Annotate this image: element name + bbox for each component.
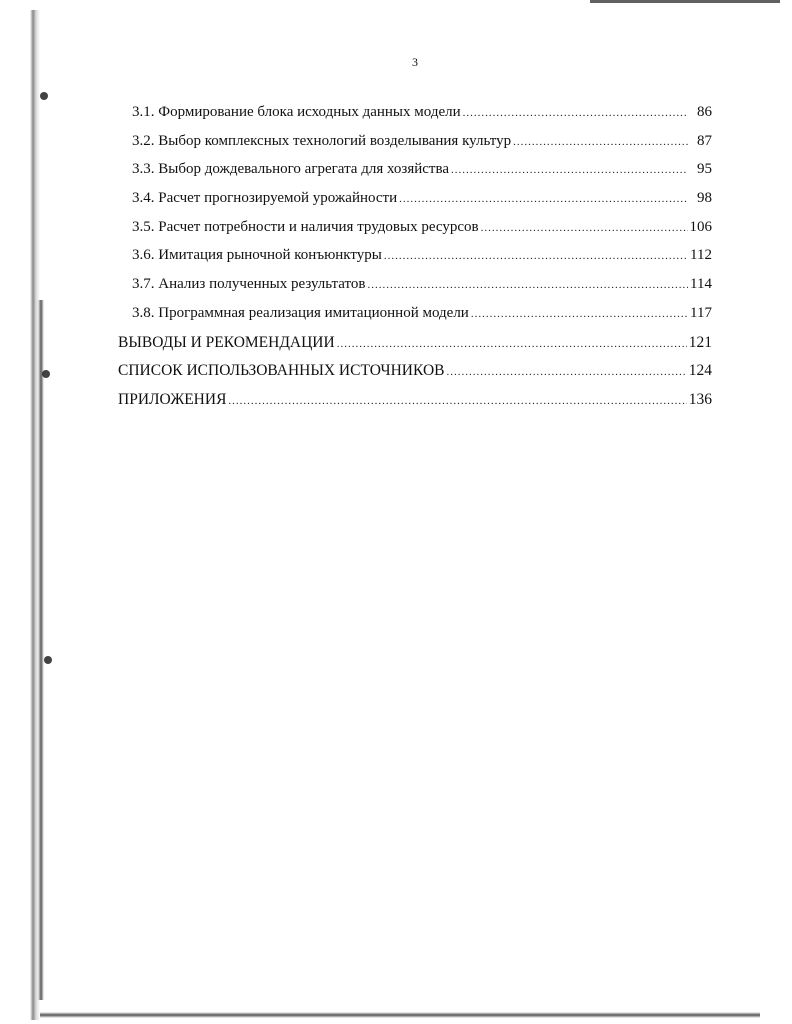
- toc-entry-page: 98: [697, 190, 712, 207]
- toc-entry-label: 3.7. Анализ полученных результатов: [132, 276, 366, 293]
- toc-leader-dots: [463, 107, 688, 119]
- page-number: 3: [412, 55, 418, 69]
- toc-entry: [118, 334, 712, 363]
- scan-mark: [40, 92, 48, 100]
- toc-entry: [118, 133, 712, 162]
- toc-leader-dots: [399, 193, 688, 205]
- toc-entry-page: 136: [688, 390, 712, 408]
- toc-entry: [118, 247, 712, 276]
- scan-top-edge: [590, 0, 780, 3]
- toc-leader-dots: [446, 366, 686, 378]
- toc-leader-dots: [367, 279, 688, 291]
- toc-entry-label: 3.5. Расчет потребности и наличия трудовых ресурсов: [132, 218, 479, 235]
- toc-entry-label: ПРИЛОЖЕНИЯ: [118, 390, 227, 408]
- toc-entry-label: 3.8. Программная реализация имитационной модели: [132, 304, 469, 321]
- toc-leader-dots: [451, 164, 688, 176]
- toc-entry: [118, 305, 712, 334]
- scan-mark: [42, 370, 50, 378]
- toc-leader-dots: [513, 136, 688, 148]
- toc-entry-page: 86: [697, 104, 712, 120]
- toc-entry: [118, 362, 712, 391]
- toc-entry: [118, 104, 712, 133]
- toc-entry-page: 112: [690, 247, 712, 264]
- toc-leader-dots: [384, 250, 688, 262]
- toc-entry-label: ВЫВОДЫ И РЕКОМЕНДАЦИИ: [118, 333, 335, 351]
- scan-binding-shadow: [38, 300, 44, 1000]
- scan-mark: [44, 656, 52, 664]
- toc-entry-label: 3.1. Формирование блока исходных данных модели: [132, 104, 461, 120]
- toc-entry: [118, 391, 712, 420]
- toc-entry-label: СПИСОК ИСПОЛЬЗОВАННЫХ ИСТОЧНИКОВ: [118, 362, 445, 380]
- toc-entry: [118, 161, 712, 190]
- scan-bottom-edge: [40, 1012, 760, 1018]
- toc-entry-page: 95: [697, 161, 712, 178]
- toc-leader-dots: [337, 338, 687, 350]
- toc-entry-label: 3.4. Расчет прогнозируемой урожайности: [132, 190, 398, 207]
- toc-entry-label: 3.3. Выбор дождевального агрегата для хозяйства: [132, 161, 450, 178]
- toc-entry-page: 117: [690, 304, 712, 321]
- toc-entry-label: 3.2. Выбор комплексных технологий возделывания культур: [132, 132, 512, 149]
- toc-entry: [118, 219, 712, 248]
- toc-leader-dots: [471, 308, 688, 320]
- toc-entry-label: 3.6. Имитация рыночной конъюнктуры: [132, 247, 382, 264]
- table-of-contents: [118, 104, 712, 420]
- toc-leader-dots: [228, 395, 686, 407]
- toc-entry-page: 121: [688, 333, 712, 351]
- toc-entry: [118, 190, 712, 219]
- toc-entry: [118, 276, 712, 305]
- toc-leader-dots: [481, 222, 688, 234]
- toc-entry-page: 106: [689, 218, 712, 235]
- toc-entry-page: 114: [690, 276, 712, 293]
- toc-entry-page: 87: [697, 132, 712, 149]
- toc-entry-page: 124: [688, 362, 712, 380]
